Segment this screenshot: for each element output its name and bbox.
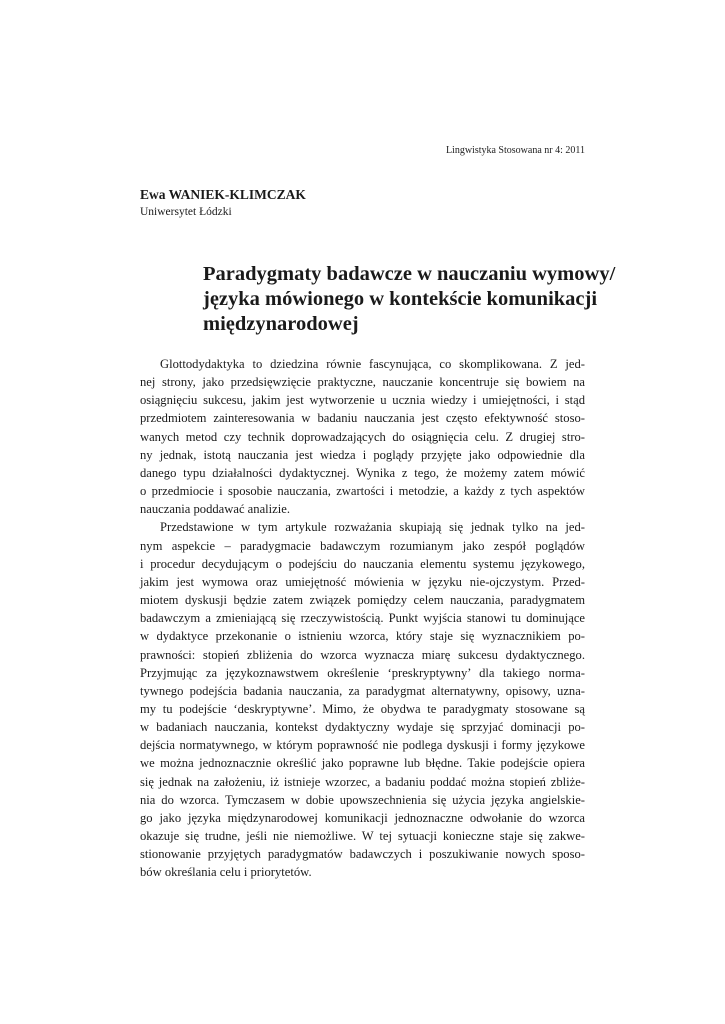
text-line: nej strony, jako przedsięwzięcie praktyczne, nauczanie koncentruje się bowiem na — [140, 375, 585, 390]
text-line: przedmiotem zainteresowania w badaniu nauczania jest często efektywność stoso- — [140, 411, 585, 426]
text-line: nauczania poddawać analizie. — [140, 502, 290, 517]
text-line: danego typu działalności dydaktycznej. Wynika z tego, że możemy zatem mówić — [140, 465, 585, 480]
title-line: Paradygmaty badawcze w nauczaniu wymowy/ — [203, 263, 616, 285]
text-line: ny jednak, istotą nauczania jest wiedza i poglądy przyjęte jako odpowiednie dla — [140, 447, 585, 462]
text-line: tywnego podejścia badania nauczania, za paradygmat alternatywny, opisowy, uzna- — [140, 683, 585, 698]
author-name: Ewa WANIEK-KLIMCZAK — [140, 187, 306, 202]
text-line: bów określania celu i priorytetów. — [140, 865, 312, 880]
text-line: okazuje się trudne, jeśli nie niemożliwe. W tej sytuacji konieczne staje się zakwe- — [140, 829, 585, 844]
text-line: się jednak na założeniu, iż istnieje wzorzec, a badaniu poddać można stopień zbliże- — [140, 774, 585, 789]
text-line: go jako języka międzynarodowej komunikacji jednoznaczne odwołanie do wzorca — [140, 810, 585, 825]
text-line: w dydaktyce przekonanie o istnieniu wzorca, który staje się wyznacznikiem po- — [140, 629, 585, 644]
text-line: my tu podejście ‘deskryptywne’. Mimo, że obydwa te paradygmaty stosowane są — [140, 701, 585, 716]
text-line: badawczym a zmieniającą się rzeczywistością. Punkt wyjścia stanowi tu dominujące — [140, 611, 585, 626]
text-line: o przedmiocie i sposobie nauczania, zwartości i metodzie, a każdy z tych aspektów — [140, 484, 585, 499]
text-line: dejścia normatywnego, w którym poprawność nie podlega dyskusji i formy językowe — [140, 738, 585, 753]
text-line: stionowanie przyjętych paradygmatów badawczych i poszukiwanie nowych sposo- — [140, 847, 585, 862]
text-line: osiągnięciu sukcesu, jakim jest wytworzenie u ucznia wiedzy i umiejętności, i stąd — [140, 393, 585, 408]
text-line: Przedstawione w tym artykule rozważania skupiają się jednak tylko na jed- — [160, 520, 585, 535]
text-line: nym aspekcie – paradygmacie badawczym rozumianym jako zespół poglądów — [140, 538, 585, 553]
text-line: nia do wzorca. Tymczasem w dobie upowszechnienia się użycia języka angielskie- — [140, 792, 585, 807]
text-line: Glottodydaktyka to dziedzina równie fascynująca, co skomplikowana. Z jed- — [160, 357, 585, 371]
journal-header: Lingwistyka Stosowana nr 4: 2011 — [445, 145, 585, 156]
article-body — [140, 355, 585, 882]
text-line: jakim jest wymowa oraz umiejętność mówienia w języku nie-ojczystym. Przed- — [140, 574, 585, 589]
title-line: międzynarodowej — [203, 313, 359, 335]
text-line: prawności: stopień zbliżenia do wzorca wyznacza miarę sukcesu dydaktycznego. — [140, 647, 585, 662]
text-line: i procedur decydującym o podejściu do nauczania elementu systemu językowego, — [140, 556, 585, 571]
paragraph — [140, 355, 585, 518]
title-line: języka mówionego w kontekście komunikacji — [203, 288, 598, 310]
text-line: miotem dyskusji będzie zatem związek pomiędzy celem nauczania, paradygmatem — [140, 593, 585, 608]
paragraph — [140, 518, 585, 881]
article-title — [203, 262, 616, 337]
text-line: we można jednoznacznie określić jako poprawne lub błędne. Takie podejście opiera — [140, 756, 585, 771]
author-affiliation: Uniwersytet Łódzki — [140, 206, 232, 218]
text-line: Przyjmując za językoznawstwem określenie ‘preskryptywny’ dla takiego norma- — [140, 665, 585, 680]
text-line: w badaniach nauczania, kontekst dydaktyczny wydaje się sprzyjać dominacji po- — [140, 720, 585, 735]
text-line: wanych metod czy technik doprowadzających do osiągnięcia celu. Z drugiej stro- — [140, 429, 585, 444]
